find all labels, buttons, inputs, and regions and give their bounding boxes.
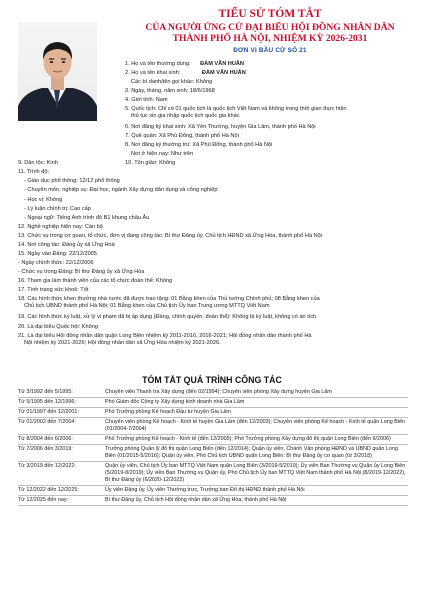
constituency-label: ĐƠN VỊ BẦU CỬ SỐ 21 — [233, 47, 307, 54]
field-awards — [18, 296, 320, 311]
field-organizations: 16. Tham gia làm thành viên của các tổ chức đoàn thể: Không — [18, 278, 173, 284]
work-history-title: TÓM TẮT QUÁ TRÌNH CÔNG TÁC — [142, 375, 282, 385]
work-history-row — [18, 486, 408, 496]
work-history-rows — [18, 388, 408, 506]
work-period: Từ 3/2019 đến 12/2022: — [18, 462, 103, 486]
field-qualifications: 11. Trình độ: — [18, 169, 49, 175]
field-political-theory: - Lý luận chính trị: Cao cấp — [24, 206, 91, 212]
field-aliases: Các bí danh/tên gọi khác: Không — [131, 79, 213, 85]
field-council-deputy-line-1: 21. Là đại biểu Hội đồng nhân dân quận Long Biên nhiệm kỳ 2011-2016, 2016-2021; Hội đồng nhân dân thành phố Hà — [18, 333, 312, 339]
work-period: Từ 01/2002 đến 7/2004: — [18, 418, 103, 435]
work-history-row — [18, 398, 408, 408]
field-gender: 4. Giới tính: Nam — [125, 97, 168, 103]
portrait-illustration — [18, 22, 97, 121]
field-party-position: - Chức vụ trong Đảng: Bí thư Đảng ủy xã Ứng Hòa — [18, 269, 145, 275]
work-description: Chuyên viên Thanh tra Xây dựng (đến 02/1994); Chuyên viên phòng Xây dựng huyện Gia Lâm — [103, 388, 408, 398]
field-birth-name-value: ĐÀM VĂN HUÂN — [201, 70, 246, 76]
field-council-deputy-line-2: Nội nhiệm kỳ 2021-2026; Hội đồng nhân dân xã Ứng Hòa nhiệm kỳ 2021-2026. — [24, 340, 221, 347]
field-workplace: 14. Nơi công tác: Đảng ủy xã Ứng Hoà — [18, 242, 115, 248]
work-history-row — [18, 445, 408, 462]
work-description: Phó Giám đốc Công ty Xây dựng kinh doanh nhà Gia Lâm — [103, 398, 408, 408]
field-nationality — [125, 106, 347, 121]
field-party-official-date: - Ngày chính thức: 22/12/2006 — [18, 260, 94, 266]
field-na-deputy: 20. Là đại biểu Quốc hội: Không — [18, 324, 98, 330]
field-common-name — [125, 61, 244, 68]
field-health: 17. Tình trạng sức khoẻ: Tốt — [18, 287, 89, 293]
work-description: Chuyên viên phòng Kế hoạch - Kinh tế huyện Gia Lâm (đến 12/2003); Chuyên viên phòng Kế hoạch - Kinh tế quận Long Biên (01/2004-7/2004) — [103, 418, 408, 435]
work-description: Ủy viên Đảng ủy, Ủy viên Thường trực, Trưởng ban Đô thị HĐND thành phố Hà Nội — [103, 486, 408, 496]
work-history-row — [18, 418, 408, 435]
field-council-deputy — [18, 333, 312, 348]
field-professional-training: - Chuyên môn, nghiệp vụ: Đại học, ngành Xây dựng dân dụng và công nghiệp — [24, 187, 218, 193]
field-hometown: 7. Quê quán: Xã Phù Đổng, thành phố Hà Nội — [125, 133, 239, 139]
subtitle-line-2: THÀNH PHỐ HÀ NỘI, NHIỆM KỲ 2026-2031 — [172, 33, 368, 44]
work-history-row — [18, 408, 408, 418]
work-period: Từ 12/2022 đến 12/2025: — [18, 486, 103, 496]
field-religion: 10. Tôn giáo: Không — [125, 160, 176, 166]
field-position: 13. Chức vụ trong cơ quan, tổ chức, đơn vị đang công tác: Bí thư Đảng ủy, Chủ tịch HĐND xã Ứng Hòa, thành phố Hà Nội — [18, 233, 323, 239]
field-ethnicity: 9. Dân tộc: Kinh — [18, 160, 58, 166]
work-description: Trưởng phòng Quản lý đô thị quận Long Biên (đến 12/2014); Quận ủy viên, Chánh Văn phòng HĐND và UBND quận Long Biên (01/2015-5/2016); Quận ủy viên, Phó Chủ tịch UBND quận Long Biên; Bí thư Đảng ủy cơ quan (từ 3/2018) — [103, 445, 408, 462]
work-description: Phó Trưởng phòng Kế hoạch - Kinh tế (đến 12/2005); Phó Trưởng phòng Xây dựng đô thị quận Long Biên (đến 6/2006) — [103, 435, 408, 445]
work-description: Bí thư Đảng ủy, Chủ tịch Hội đồng nhân dân xã Ứng Hòa, thành phố Hà Nội — [103, 496, 408, 506]
field-academic-degree: - Học vị: Không — [24, 197, 63, 203]
work-history-row — [18, 462, 408, 486]
work-period: Từ 12/2025 đến nay: — [18, 496, 103, 506]
work-history-table — [18, 388, 408, 506]
field-birth-name — [125, 70, 246, 77]
field-common-name-value: ĐÀM VĂN HUÂN — [200, 61, 244, 67]
field-awards-line-2: Chủ tịch UBND thành phố Hà Nội; 01 Bằng khen của Chủ tịch Ủy ban Trung ương MTTQ Việt Nam — [24, 303, 270, 310]
work-history-row — [18, 388, 408, 398]
page-title: TIỂU SỬ TÓM TẮT — [218, 8, 322, 20]
work-period: Từ 5/1995 đến 12/1996: — [18, 398, 103, 408]
field-party-join-date: 15. Ngày vào Đảng: 22/12/2005 — [18, 251, 97, 257]
portrait-photo — [18, 22, 97, 121]
work-period: Từ 3/1992 đến 5/1995: — [18, 388, 103, 398]
work-history-row — [18, 435, 408, 445]
work-history-row — [18, 496, 408, 506]
work-period: Từ 8/2004 đến 6/2006: — [18, 435, 103, 445]
work-description: Phó Trưởng phòng Kế hoạch Đầu tư huyện Gia Lâm — [103, 408, 408, 418]
field-birth-name-label: 2. Họ và tên khai sinh: — [125, 70, 181, 76]
field-foreign-language: - Ngoại ngữ: Tiếng Anh trình độ B1 khung châu Âu — [24, 215, 150, 221]
field-general-education: - Giáo dục phổ thông: 12/12 phổ thông — [24, 178, 120, 184]
field-current-residence: Nơi ở hiện nay: Như trên — [131, 151, 194, 157]
field-occupation: 12. Nghề nghiệp hiện nay: Cán bộ — [18, 224, 103, 230]
field-common-name-label: 1. Họ và tên thường dùng: — [125, 61, 191, 67]
work-period: Từ 01/1997 đến 12/2001: — [18, 408, 103, 418]
field-birth-date: 3. Ngày, tháng, năm sinh: 18/6/1968 — [125, 88, 215, 94]
field-nationality-line-1: 5. Quốc tịch: Chỉ có 01 quốc tịch là quốc tịch Việt Nam và không trong thời gian thực hiện — [125, 106, 347, 112]
field-birth-registration: 6. Nơi đăng ký khai sinh: Xã Yên Thường, huyện Gia Lâm, thành phố Hà Nội — [125, 124, 316, 130]
field-discipline: 19. Các hình thức kỷ luật, xử lý vi phạm đã bị áp dụng (Đảng, chính quyền, đoàn thể): Không bị kỷ luật, không có án tích — [18, 314, 317, 320]
page-subtitle — [120, 22, 420, 44]
field-permanent-residence: 8. Nơi đăng ký thường trú: Xã Phù Đổng, thành phố Hà Nội — [125, 142, 273, 148]
field-awards-line-1: 18. Các hình thức khen thưởng nhà nước đã được trao tặng: 01 Bằng khen của Thủ tướng Chính phủ; 08 Bằng khen của — [18, 296, 320, 302]
work-period: Từ 7/2006 đến 3/2019: — [18, 445, 103, 462]
field-nationality-line-2: thủ tục xin gia nhập quốc tịch quốc gia khác — [131, 113, 240, 120]
work-description: Quận ủy viên, Chủ tịch Ủy ban MTTQ Việt Nam quận Long Biên (3/2019-5/2019); Ủy viên Ban Thường vụ Quận ủy Long Biên (5/2019-8/2019); Ủy viên Ban Thường vụ Quận ủy, Phó Chủ tịch Ủy ban MTTQ Việt Nam thành phố Hà Nội (8/2019-12/2022), Bí thư Đảng ủy (6/2020-12/2022) — [103, 462, 408, 486]
subtitle-line-1: CỦA NGƯỜI ỨNG CỬ ĐẠI BIỂU HỘI ĐỒNG NHÂN DÂN — [145, 22, 395, 33]
